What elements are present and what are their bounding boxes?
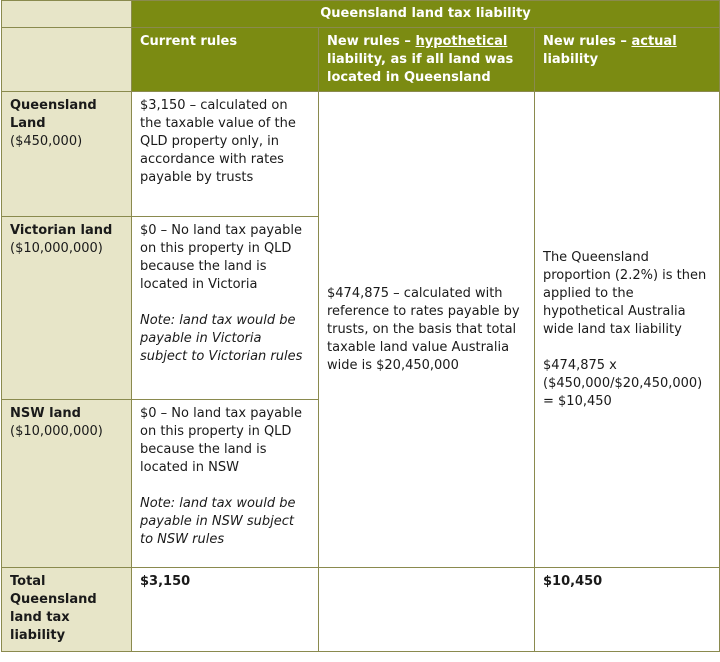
row-label-queensland <box>2 92 132 217</box>
row-label-victoria <box>2 217 132 400</box>
corner-cell <box>2 1 132 28</box>
row-name: Victorian land <box>10 223 113 238</box>
current-text: $0 – No land tax payable on this property in QLD because the land is located in Victoria <box>140 223 302 292</box>
col-actual-underlined: actual <box>631 34 677 49</box>
actual-calc: $474,875 x ($450,000/$20,450,000) = $10,450 <box>543 358 703 409</box>
row-value: ($10,000,000) <box>10 241 103 256</box>
current-nsw <box>132 400 319 568</box>
col-header-current: Current rules <box>132 28 319 92</box>
current-text: $0 – No land tax payable on this property in QLD because the land is located in NSW <box>140 406 302 475</box>
row-value: ($10,000,000) <box>10 424 103 439</box>
total-label: Total Queensland land tax liability <box>2 568 132 652</box>
header-band-row <box>2 1 720 28</box>
note-text: Note: land tax would be payable in NSW subject to NSW rules <box>140 496 296 547</box>
band-title: Queensland land tax liability <box>132 1 720 28</box>
current-victoria <box>132 217 319 400</box>
col-header-actual <box>535 28 720 92</box>
current-queensland: $3,150 – calculated on the taxable value of the QLD property only, in accordance with rates payable by trusts <box>132 92 319 217</box>
total-current: $3,150 <box>132 568 319 652</box>
hypothetical-cell: $474,875 – calculated with reference to rates payable by trusts, on the basis that total taxable land value Australia wide is $20,450,000 <box>319 92 535 568</box>
total-actual: $10,450 <box>535 568 720 652</box>
row-name: NSW land <box>10 406 81 421</box>
actual-cell <box>535 92 720 568</box>
row-total <box>2 568 720 652</box>
note-text: Note: land tax would be payable in Victoria subject to Victorian rules <box>140 313 303 364</box>
col-actual-prefix: New rules – <box>543 34 632 49</box>
col-actual-suffix: liability <box>543 52 599 67</box>
row-label-nsw <box>2 400 132 568</box>
row-queensland <box>2 92 720 217</box>
total-hypothetical <box>319 568 535 652</box>
col-header-hypothetical <box>319 28 535 92</box>
column-header-row <box>2 28 720 92</box>
col-hyp-underlined: hypothetical <box>415 34 508 49</box>
corner-cell-2 <box>2 28 132 92</box>
col-hyp-suffix: liability, as if all land was located in Queensland <box>327 52 514 85</box>
land-tax-table <box>1 0 720 652</box>
actual-text: The Queensland proportion (2.2%) is then applied to the hypothetical Australia wide land tax liability <box>543 250 707 337</box>
col-hyp-prefix: New rules – <box>327 34 416 49</box>
row-name: Queensland Land <box>10 98 97 131</box>
row-value: ($450,000) <box>10 134 83 149</box>
